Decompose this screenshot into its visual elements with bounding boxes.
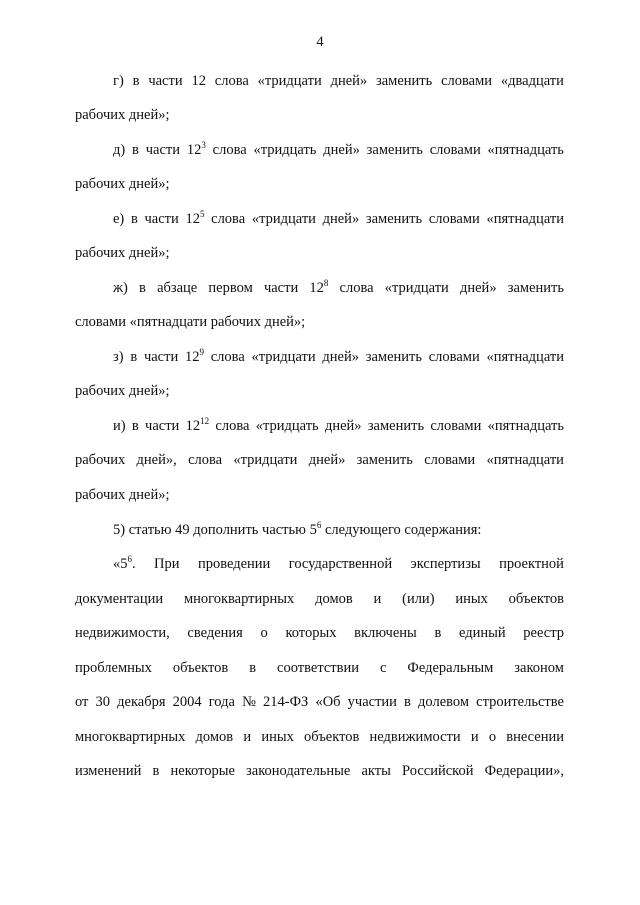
quote-line-1 (113, 555, 564, 573)
part-reference: $12^5$ (185, 209, 205, 227)
word: слова (210, 349, 245, 365)
quote-part-number: «$5^6$. (113, 554, 136, 572)
word: с (379, 660, 387, 676)
word: словами (428, 211, 480, 227)
word: заменить (356, 452, 413, 468)
word: словами (441, 73, 493, 89)
item-z-line-1 (113, 348, 564, 366)
word: единый (458, 625, 506, 641)
word: «тридцати (257, 73, 322, 89)
word: дней» (322, 349, 359, 365)
paragraph-5-post: следующего содержания: (321, 522, 482, 538)
word: государственной (288, 556, 393, 572)
item-d-line-1 (113, 141, 564, 159)
word: проектной (499, 556, 564, 572)
word: законодательные (246, 763, 351, 779)
word: части (145, 418, 180, 434)
word: слова (211, 211, 246, 227)
word: многоквартирных (75, 729, 186, 745)
quote-line-3 (75, 624, 564, 642)
word: дней» (330, 73, 368, 89)
part-reference: $12^3$ (186, 140, 206, 158)
superscript: 12 (200, 416, 210, 426)
item-z-line-2: рабочих дней»; (75, 383, 170, 399)
item-zh-line-1 (113, 279, 564, 297)
word: «пятнадцать (487, 418, 564, 434)
quote-line-5 (75, 693, 564, 711)
word: экспертизы (410, 556, 481, 572)
word: в (131, 418, 139, 434)
word: заменить (376, 73, 433, 89)
word: объектов (508, 591, 564, 607)
word: недвижимости (369, 729, 461, 745)
word: «тридцати (251, 211, 316, 227)
quote-line-7 (75, 762, 564, 780)
word: недвижимости, (75, 625, 170, 641)
word: заменить (365, 349, 422, 365)
item-i-line-2 (75, 451, 564, 469)
word: слова (188, 452, 223, 468)
word: (или) (402, 591, 435, 607)
paragraph-5-sup: 6 (316, 520, 322, 530)
word: «пятнадцати (486, 211, 564, 227)
word: «тридцать (255, 418, 319, 434)
page-number: 4 (316, 34, 324, 50)
word: «Об (315, 694, 341, 710)
word: 2004 (172, 694, 202, 710)
word: слова (339, 280, 374, 296)
word: части (145, 142, 180, 158)
item-d-line-2: рабочих дней»; (75, 176, 170, 192)
word: долевом (418, 694, 470, 710)
word: и) (113, 418, 126, 434)
item-e-line-1 (113, 210, 564, 228)
word: в (404, 694, 411, 710)
superscript: 5 (199, 209, 205, 219)
word: «тридцати (251, 349, 316, 365)
word: включены (354, 625, 417, 641)
word: внесении (506, 729, 564, 745)
part-reference: $12^9$ (184, 347, 204, 365)
word: г) (113, 73, 124, 89)
word: «двадцати (500, 73, 564, 89)
word: которых (285, 625, 337, 641)
paragraph-5 (113, 521, 564, 539)
word: е) (113, 211, 125, 227)
item-e-line-2: рабочих дней»; (75, 245, 170, 261)
word: заменить (507, 280, 564, 296)
word: 30 (95, 694, 111, 710)
quote-line-4 (75, 659, 564, 677)
word: документации (75, 591, 164, 607)
word: домов (315, 591, 353, 607)
word: иных (261, 729, 294, 745)
word: объектов (172, 660, 229, 676)
word: «пятнадцати (486, 349, 564, 365)
word: многоквартирных (183, 591, 295, 607)
word: реестр (523, 625, 564, 641)
word: проведении (197, 556, 271, 572)
word: объектов (304, 729, 360, 745)
quote-line-6 (75, 728, 564, 746)
word: При (154, 556, 180, 572)
word: дней» (308, 452, 346, 468)
superscript: 6 (127, 554, 132, 564)
word: о (260, 625, 268, 641)
word: № (242, 694, 256, 710)
word: в (132, 142, 139, 158)
word: словами (429, 142, 481, 158)
word: Российской (402, 763, 474, 779)
word: Федеральным (407, 660, 494, 676)
word: ж) (113, 280, 128, 296)
word: дней», (136, 452, 177, 468)
word: 12 (191, 73, 206, 89)
word: абзаце (157, 280, 198, 296)
word: года (208, 694, 235, 710)
word: заменить (365, 211, 423, 227)
word: заменить (366, 142, 423, 158)
word: и (470, 729, 479, 745)
word: соответствии (277, 660, 359, 676)
part-reference: $12^{12}$ (185, 416, 210, 434)
word: строительстве (476, 694, 564, 710)
word: иных (455, 591, 488, 607)
word: и (243, 729, 252, 745)
word: «пятнадцать (487, 142, 564, 158)
word: дней» (459, 280, 497, 296)
part-reference: $12^8$ (309, 278, 329, 296)
word: словами (424, 452, 476, 468)
word: проблемных (75, 660, 152, 676)
word: части (143, 349, 179, 365)
item-i-line-3: рабочих дней»; (75, 487, 170, 503)
word: рабочих (75, 452, 126, 468)
word: в (132, 73, 140, 89)
word: заменить (367, 418, 425, 434)
word: части (144, 211, 179, 227)
word: акты (361, 763, 391, 779)
word: о (488, 729, 497, 745)
word: в (130, 349, 138, 365)
word: участии (347, 694, 397, 710)
word: части (148, 73, 183, 89)
word: в (130, 211, 138, 227)
word: сведения (187, 625, 243, 641)
word: «тридцати (384, 280, 449, 296)
word: в (152, 763, 160, 779)
superscript: 3 (201, 140, 206, 150)
word: дней» (324, 418, 362, 434)
word: словами (428, 349, 480, 365)
word: от (75, 694, 89, 710)
word: з) (113, 349, 124, 365)
word: в (249, 660, 257, 676)
item-g-line-1 (113, 72, 564, 90)
item-i-line-1 (113, 417, 564, 435)
word: законом (514, 660, 564, 676)
word: в (139, 280, 146, 296)
word: декабря (117, 694, 166, 710)
quote-line-2 (75, 590, 564, 608)
word: дней» (323, 142, 360, 158)
word: некоторые (170, 763, 235, 779)
word: «тридцати (233, 452, 298, 468)
word: Федерации», (484, 763, 564, 779)
word: изменений (75, 763, 142, 779)
word: домов (195, 729, 234, 745)
word: слова (215, 418, 250, 434)
word: 214-ФЗ (263, 694, 309, 710)
superscript: 9 (199, 347, 204, 357)
word: «пятнадцати (486, 452, 564, 468)
paragraph-5-pre: 5) статью 49 дополнить частью 5 (113, 522, 317, 538)
item-g-line-2: рабочих дней»; (75, 107, 170, 123)
word: и (373, 591, 382, 607)
word: в (434, 625, 442, 641)
word: д) (113, 142, 126, 158)
superscript: 8 (323, 278, 329, 288)
word: части (263, 280, 299, 296)
word: первом (208, 280, 253, 296)
word: «тридцать (253, 142, 317, 158)
word: словами (430, 418, 482, 434)
word: дней» (322, 211, 360, 227)
word: слова (214, 73, 249, 89)
word: слова (212, 142, 247, 158)
item-zh-line-2: словами «пятнадцати рабочих дней»; (75, 314, 306, 330)
